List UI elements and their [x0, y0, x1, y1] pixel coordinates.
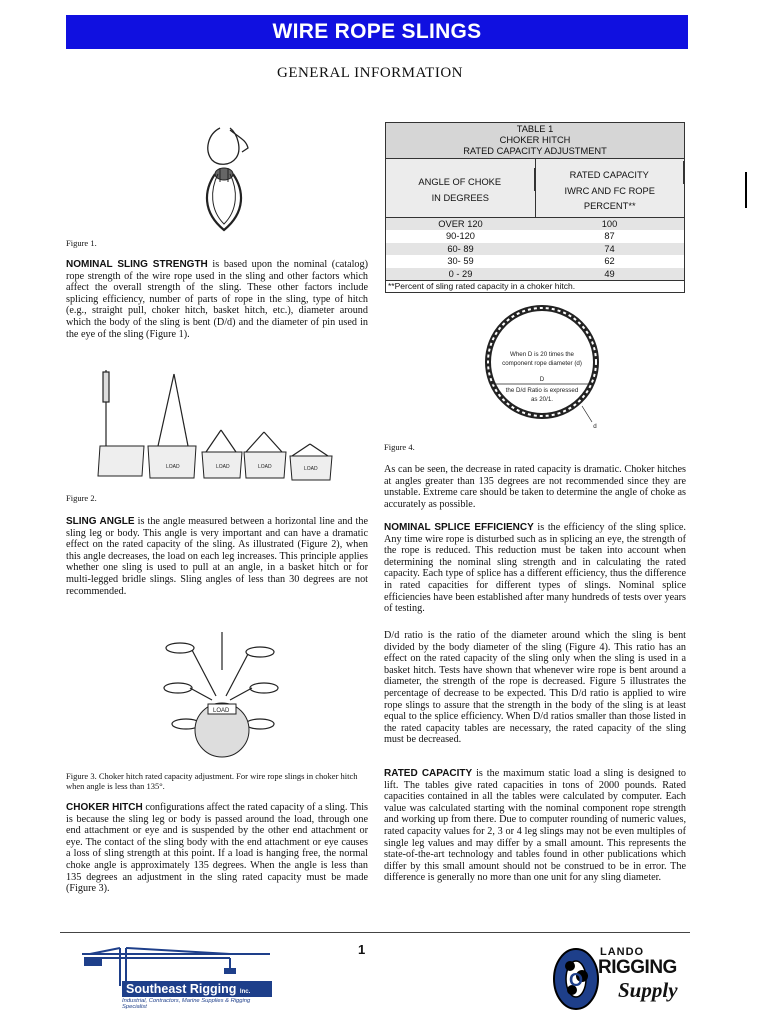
figure-3-load-label: LOAD [213, 708, 230, 714]
figure-2-load-label: LOAD [166, 464, 180, 470]
logo-rigging-text: RIGGING [598, 957, 677, 978]
southeast-rigging-name [122, 981, 272, 997]
percent-cell: 74 [604, 243, 615, 254]
choker-hitch-text: configurations affect the rated capacity of a sling. This is because the sling leg or body is passed around the load, through one end attachment or eye and is suspended by the other end attachment or eye. The contact of the sling body with the end attachment or eye causes a loss of sling strength at this point. If a load is hanging free, the normal choke angle is approximately 135 degrees. When the angle is less than 135 degrees an adjustment in the sling rated capacity must be made (Figure 3). [66, 802, 368, 895]
rated-capacity-heading: RATED CAPACITY [384, 768, 473, 779]
table-title [386, 123, 684, 159]
table-column-headers [386, 159, 684, 218]
splice-efficiency-paragraph [384, 522, 686, 615]
nominal-sling-strength-paragraph [66, 259, 368, 340]
table-title-line: TABLE 1 [516, 124, 554, 134]
table-footnote: **Percent of sling rated capacity in a choker hitch. [386, 280, 684, 292]
column-header-line: IWRC AND FC ROPE [564, 185, 655, 196]
percent-cell: 62 [604, 256, 615, 266]
splice-efficiency-heading: NOMINAL SPLICE EFFICIENCY [384, 522, 534, 533]
orlando-o-letter: O [568, 970, 584, 990]
choker-hitch-paragraph [66, 802, 368, 895]
page-number: 1 [358, 942, 366, 957]
figure-2-sling-angles [96, 368, 336, 488]
figure-4-caption: Figure 4. [384, 442, 415, 452]
figure-4-note-line: as 20/1. [530, 396, 554, 403]
edge-mark [745, 172, 747, 208]
choker-hitch-heading: CHOKER HITCH [66, 802, 143, 813]
orlando-o-icon [552, 946, 602, 1012]
nominal-sling-strength-text: is based upon the nominal (catalog) rope strength of the wire rope used in the sling and other factors which affect the overall strength of the sling. These other factors include splicing efficiency, number of parts of rope in the sling, type of hitch (e.g., straight pull, choker hitch, basket hitch, etc.), diameter around which the body of the sling is bent (D/d) and the diameter of pin used in the eye of the sling (Figure 1). [66, 259, 368, 340]
decrease-paragraph: As can be seen, the decrease in rated capacity is dramatic. Choker hitches at angles greater than 135 degrees are not recommended since they are unstable. Extreme care should be taken to determine the angle of choke as accurately as possible. [384, 464, 686, 510]
table-title-line: RATED CAPACITY ADJUSTMENT [463, 146, 607, 156]
column-header-line: PERCENT** [583, 201, 636, 211]
figure-3-caption: Figure 3. Choker hitch rated capacity adjustment. For wire rope slings in choker hitch when angle is less than 135°. [66, 771, 358, 791]
splice-efficiency-text: is the efficiency of the sling splice. Any time wire rope is disturbed such as in splicing an eye, the strength of the rope is reduced. This reduction must be taken into account when determining the nominal sling strength and in calculating the rated capacity. Each type of splice has a different efficiency, thus the difference in rated capacities for different types of slings. Nominal splice efficiencies have been established after many hundreds of tests over years of testing. [384, 522, 686, 615]
southeast-rigging-logo [80, 946, 280, 1010]
table-row [386, 268, 684, 281]
figure-2-load-label: LOAD [216, 464, 230, 470]
page-subtitle: GENERAL INFORMATION [276, 65, 464, 81]
nominal-sling-strength-heading: NOMINAL SLING STRENGTH [66, 259, 208, 270]
column-header-line: RATED CAPACITY [536, 161, 685, 184]
percent-cell: 100 [601, 218, 618, 229]
figure-1-caption: Figure 1. [66, 238, 97, 248]
page-banner: WIRE ROPE SLINGS [66, 15, 688, 49]
angle-cell: 30- 59 [447, 256, 474, 266]
figure-2-load-label: LOAD [258, 464, 272, 470]
dd-ratio-paragraph: D/d ratio is the ratio of the diameter around which the sling is bent divided by the body diameter of the sling (Figure 4). This ratio has an effect on the rated capacity of the sling only when the sling is used in a basket hitch. Tests have shown that whenever wire rope is bent around a diameter, the strength of the rope is decreased. Figure 5 illustrates the percentage of decrease to be expected. This D/d ratio is applied to wire rope slings to assure that the strength in the body of the sling is at least equal to the splice efficiency. When D/d ratios smaller than those listed in the rated capacity tables are necessary, the rated capacity of the sling must be decreased. [384, 630, 686, 746]
figure-1-eye-splice [190, 120, 260, 235]
table-row [386, 218, 684, 231]
figure-3-choker-hitch [160, 630, 290, 760]
logo-supply-text: Supply [618, 978, 678, 1002]
percent-cell: 87 [604, 231, 615, 241]
angle-cell: 90-120 [446, 231, 475, 241]
brand-inc: Inc. [239, 989, 251, 995]
angle-cell: 60- 89 [447, 243, 474, 254]
figure-4-note-line: the D/d Ratio is expressed [505, 387, 579, 394]
sling-angle-paragraph [66, 516, 368, 597]
column-header-angle [386, 159, 536, 217]
figure-4-note-line: When D is 20 times the [510, 351, 574, 358]
figure-2-load-label: LOAD [304, 466, 318, 472]
crane-icon [80, 946, 280, 986]
table-row [386, 255, 684, 268]
figure-4-note-line: D [539, 376, 545, 383]
logo-lando-text: LANDO [600, 946, 645, 958]
southeast-rigging-tagline: Industrial, Contractors, Marine Supplies & Rigging Specialist [122, 998, 251, 1010]
column-header-line: IN DEGREES [431, 192, 489, 203]
table-title-line: CHOKER HITCH [499, 135, 571, 145]
angle-cell: 0 - 29 [448, 268, 473, 279]
table-1-choker-hitch [385, 122, 685, 293]
angle-cell: OVER 120 [438, 218, 483, 229]
figure-4-d-label: d [593, 423, 597, 430]
column-header-line: ANGLE OF CHOKE [386, 168, 535, 191]
rated-capacity-paragraph [384, 768, 686, 884]
table-row [386, 230, 684, 243]
table-body [386, 218, 684, 281]
footer-rule [60, 932, 690, 933]
figure-4-dd-ratio [478, 298, 608, 430]
column-header-capacity [536, 159, 685, 217]
figure-4-note-line: component rope diameter (d) [502, 360, 582, 367]
sling-angle-text: is the angle measured between a horizontal line and the sling leg or body. This angle is very important and can have a dramatic effect on the rated capacity of the sling. As illustrated (Figure 2), when this angle decreases, the load on each leg increases. This principle applies whether one sling is used to pull at an angle, in a basket hitch or for multi-legged bridle slings. Sling angles of less than 30 degrees are not recommended. [66, 516, 368, 597]
percent-cell: 49 [604, 268, 615, 279]
brand-name: Southeast Rigging [126, 982, 237, 996]
rated-capacity-text: is the maximum static load a sling is designed to lift. The tables give rated capacities in tons of 2000 pounds. Rated capacities contained in all the tables were calculated by computer. Each value was calculated starting with the nominal component rope strength and working up from there. Due to computer rounding of numeric values, rated capacity values for 2, 3 or 4 leg slings may not be even multiples of single leg values and may differ by a small amount. This represents the state-of-the-art technology and tables found in other publications which differ by this small amount should not be construed to be in error. The difference is generally no more than one unit for any sling diameter. [384, 768, 686, 884]
figure-2-caption: Figure 2. [66, 493, 97, 503]
orlando-rigging-logo [552, 946, 692, 1012]
sling-angle-heading: SLING ANGLE [66, 516, 135, 527]
table-row [386, 243, 684, 256]
